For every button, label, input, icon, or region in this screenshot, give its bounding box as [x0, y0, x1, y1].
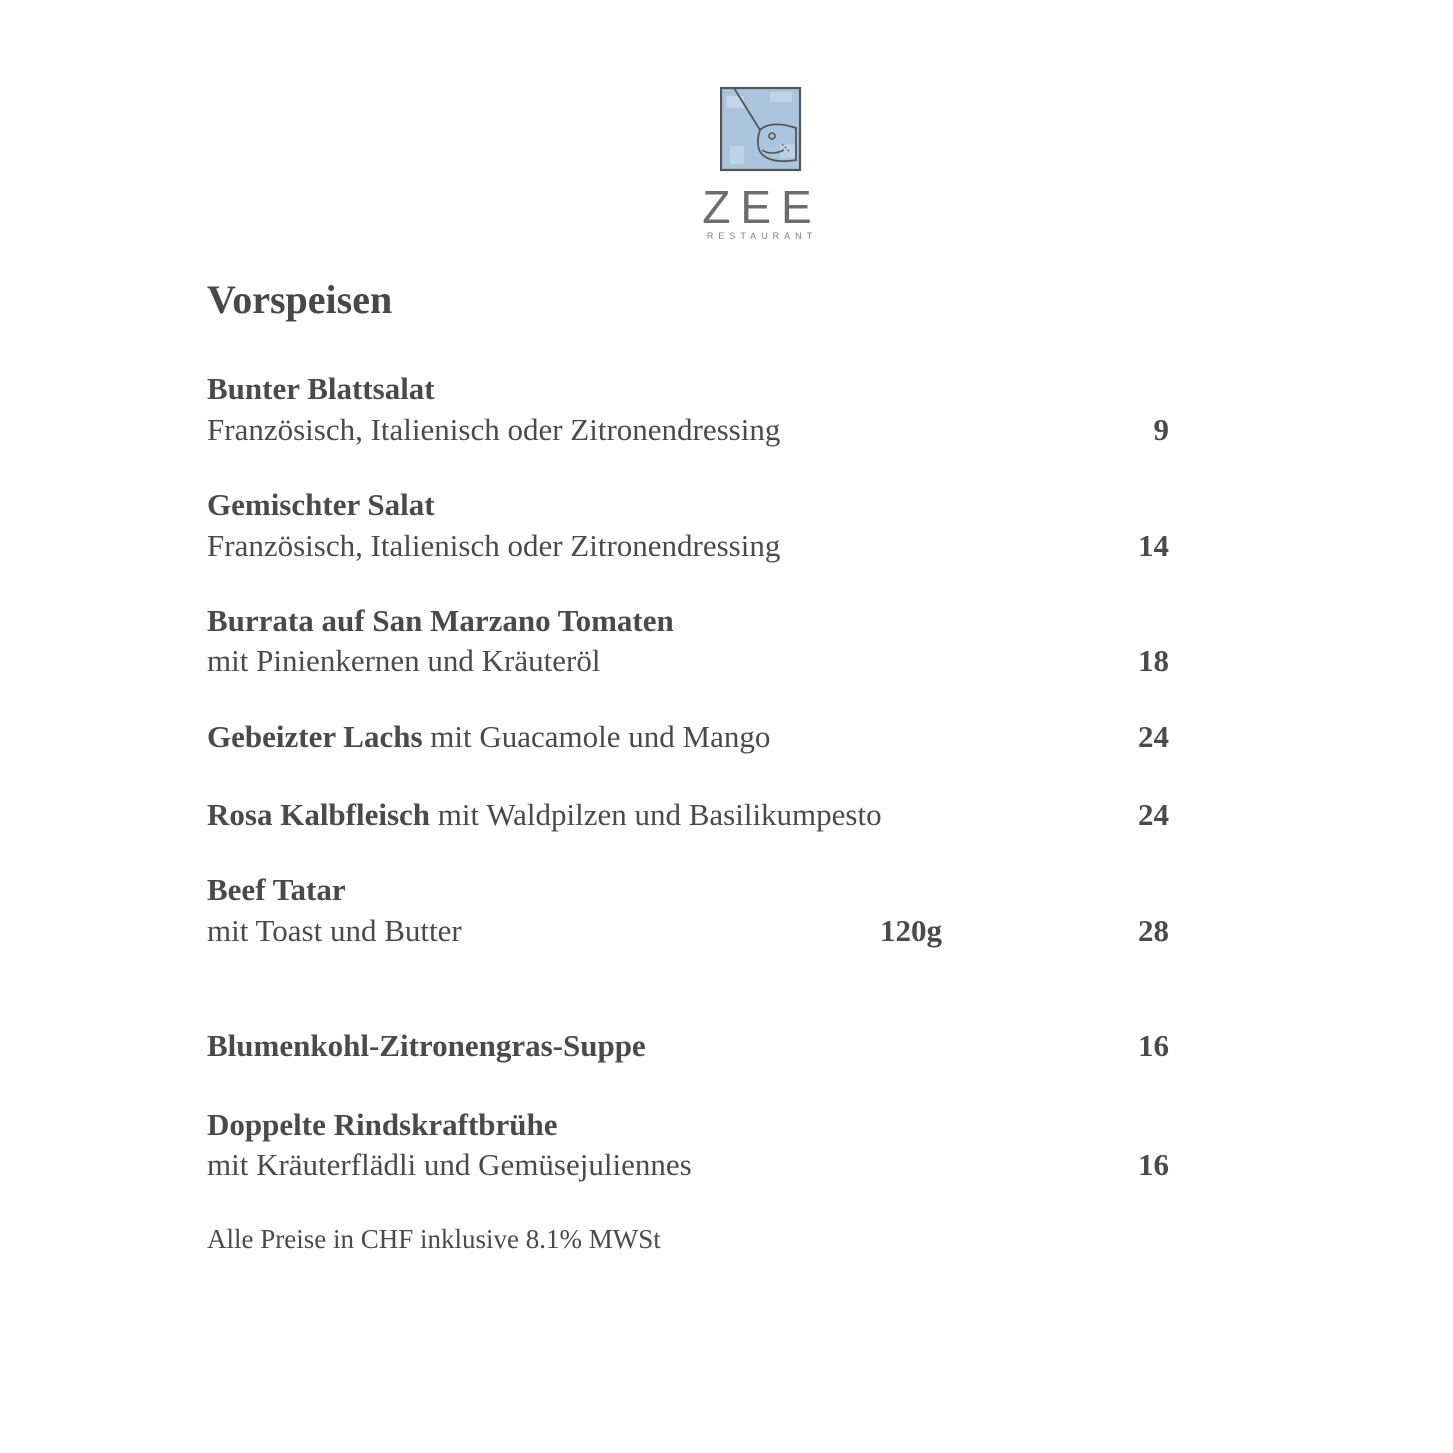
menu-item-description: Französisch, Italienisch oder Zitronendressing: [207, 412, 781, 447]
menu-item-description: mit Guacamole und Mango: [422, 719, 771, 754]
menu-item-price: 18: [1138, 643, 1169, 678]
menu-item-price: 24: [1138, 797, 1169, 832]
menu-item-name: Rosa Kalbfleisch: [207, 797, 431, 832]
logo-wordmark: ZEE: [702, 181, 822, 233]
price-footnote: Alle Preise in CHF inklusive 8.1% MWSt: [207, 1224, 661, 1254]
menu-item-price: 14: [1138, 528, 1169, 563]
menu-item-description: mit Kräuterflädli und Gemüsejuliennes: [207, 1147, 692, 1182]
menu-item-description: mit Waldpilzen und Basilikumpesto: [430, 797, 882, 832]
menu-item-price: 16: [1138, 1147, 1169, 1182]
menu-item-weight: 120g: [880, 913, 942, 948]
menu-item-description: mit Toast und Butter: [207, 913, 462, 948]
logo-subtitle: RESTAURANT: [706, 231, 818, 241]
menu-item-price: 24: [1138, 719, 1169, 754]
section-title: Vorspeisen: [207, 277, 393, 322]
menu-item-price: 16: [1138, 1028, 1169, 1063]
menu-item-name: Bunter Blattsalat: [207, 371, 435, 406]
menu-item-name: Gebeizter Lachs: [207, 719, 423, 754]
fish-logo-icon: [720, 86, 802, 172]
menu-item-price: 9: [1153, 412, 1169, 447]
menu-item-price: 28: [1138, 913, 1169, 948]
menu-item-name: Beef Tatar: [207, 872, 346, 907]
menu-item-description: mit Pinienkernen und Kräuteröl: [207, 643, 601, 678]
menu-item-name: Burrata auf San Marzano Tomaten: [207, 603, 674, 638]
menu-item-name: Blumenkohl-Zitronengras-Suppe: [207, 1028, 646, 1063]
menu-item-description: Französisch, Italienisch oder Zitronendressing: [207, 528, 781, 563]
menu-item-name: Gemischter Salat: [207, 487, 435, 522]
menu-item-line: [207, 717, 770, 757]
menu-item-line: [207, 795, 882, 835]
menu-item-name: Doppelte Rindskraftbrühe: [207, 1107, 558, 1142]
